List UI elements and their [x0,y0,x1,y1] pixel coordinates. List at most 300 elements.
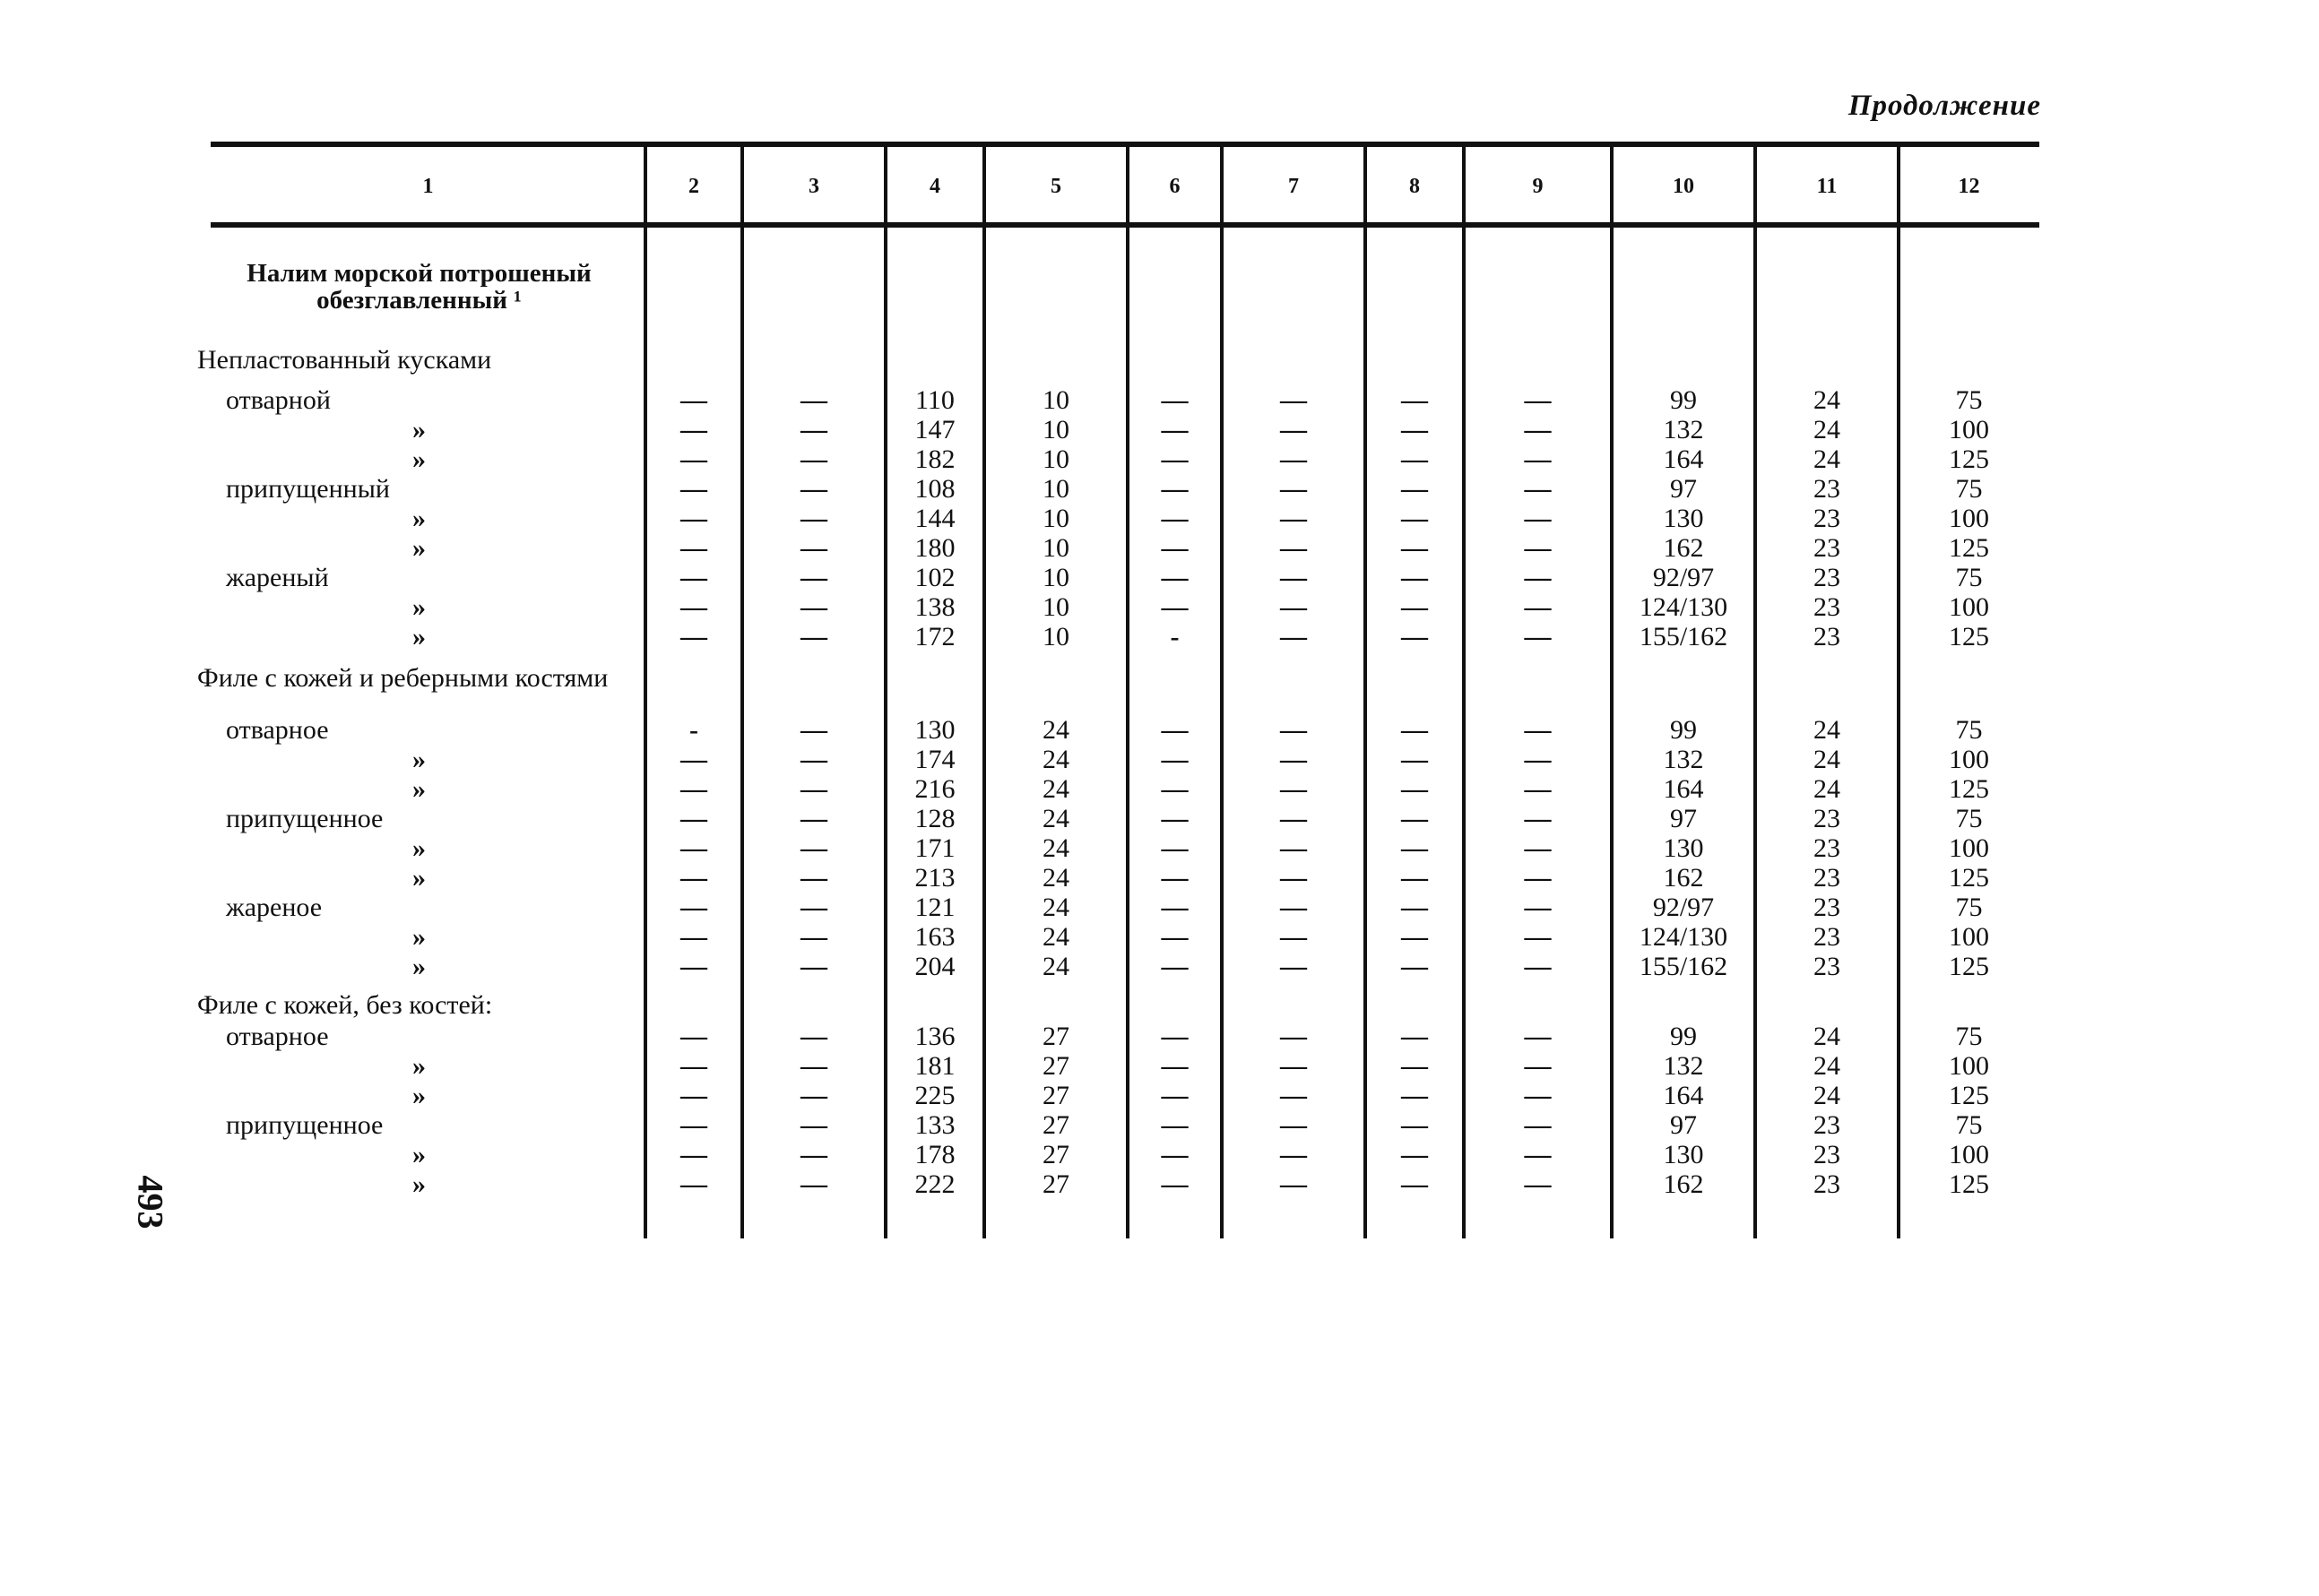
table-cell: 162 [1663,533,1704,563]
table-row [0,444,2319,474]
ditto-mark: » [412,1051,426,1081]
table-cell: 125 [1949,1169,1989,1199]
table-cell: 162 [1663,1169,1704,1199]
table-cell: 164 [1663,1081,1704,1110]
table-row [0,715,2319,745]
table-cell: — [1401,385,1428,415]
table-cell: 138 [914,592,956,622]
table-cell: 10 [1043,622,1069,651]
table-cell: 181 [914,1051,956,1081]
table-cell: 27 [1043,1140,1069,1169]
table-cell: — [1161,1081,1189,1110]
table-cell: — [680,833,707,863]
table-row [0,774,2319,804]
table-cell: — [1524,444,1552,474]
table-cell: 75 [1955,715,1983,745]
table-row [0,474,2319,504]
table-row [0,952,2319,981]
table-cell: 121 [914,893,956,922]
table-cell: 174 [914,745,956,774]
table-cell: 99 [1670,385,1697,415]
table-cell: 128 [914,804,956,833]
row-label: жареное [226,893,323,922]
table-row [0,833,2319,863]
table-cell: 23 [1813,1169,1840,1199]
table-cell: — [1280,385,1307,415]
table-cell: 24 [1043,893,1069,922]
table-cell: — [1524,863,1552,893]
table-cell: — [680,504,707,533]
table-cell: 23 [1813,504,1840,533]
table-cell: 130 [1663,833,1704,863]
column-header: 2 [688,175,699,198]
table-cell: 23 [1813,533,1840,563]
table-cell: 162 [1663,863,1704,893]
table-cell: 23 [1813,563,1840,592]
table-cell: — [1524,1081,1552,1110]
table-cell: 24 [1043,774,1069,804]
table-cell: 130 [1663,1140,1704,1169]
table-cell: - [1170,622,1180,651]
table-cell: 10 [1043,415,1069,444]
table-cell: — [1280,415,1307,444]
table-cell: — [1401,893,1428,922]
table-cell: — [800,444,827,474]
table-cell: 100 [1949,1051,1989,1081]
table-cell: 27 [1043,1110,1069,1140]
table-cell: 225 [914,1081,956,1110]
table-cell: 100 [1949,1140,1989,1169]
table-cell: — [1280,444,1307,474]
row-label: отварное [226,715,329,745]
table-cell: 147 [914,415,956,444]
table-cell: 24 [1043,833,1069,863]
table-cell: 23 [1813,922,1840,952]
table-cell: — [800,415,827,444]
continuation-label: Продолжение [1847,90,2041,122]
table-cell: 24 [1043,952,1069,981]
ditto-mark: » [412,863,426,893]
table-cell: — [1401,715,1428,745]
table-cell: 24 [1043,804,1069,833]
table-cell: 136 [914,1022,956,1051]
table-cell: — [1161,715,1189,745]
table-cell: — [680,1110,707,1140]
table-cell: 132 [1663,1051,1704,1081]
table-cell: 10 [1043,385,1069,415]
table-cell: — [1524,715,1552,745]
table-cell: 100 [1949,504,1989,533]
row-label: припущенный [226,474,390,504]
table-cell: — [680,1169,707,1199]
table-cell: — [1401,1022,1428,1051]
table-cell: — [800,745,827,774]
column-header: 5 [1051,175,1061,198]
row-label: припущенное [226,1110,384,1140]
table-cell: 130 [914,715,956,745]
table-cell: — [1280,922,1307,952]
table-cell: 24 [1813,774,1840,804]
table-cell: — [1401,952,1428,981]
table-row [0,893,2319,922]
table-cell: — [1280,1110,1307,1140]
table-cell: 75 [1955,893,1983,922]
table-row [0,1081,2319,1110]
table-cell: 172 [914,622,956,651]
table-cell: 204 [914,952,956,981]
table-cell: 132 [1663,745,1704,774]
table-cell: — [1280,504,1307,533]
table-cell: 10 [1043,533,1069,563]
ditto-mark: » [412,415,426,444]
table-cell: — [680,415,707,444]
table-cell: — [800,922,827,952]
table-cell: — [1401,1081,1428,1110]
table-cell: 155/162 [1639,952,1728,981]
table-cell: — [1401,804,1428,833]
table-cell: 124/130 [1639,592,1728,622]
table-cell: — [1280,804,1307,833]
column-header: 8 [1409,175,1420,198]
table-cell: — [1524,1169,1552,1199]
table-cell: — [1401,1110,1428,1140]
table-row [0,922,2319,952]
table-cell: 155/162 [1639,622,1728,651]
table-cell: — [800,533,827,563]
ditto-mark: » [412,592,426,622]
table-cell: — [1524,622,1552,651]
table-row [0,415,2319,444]
row-label: отварной [226,385,331,415]
table-cell: 24 [1813,385,1840,415]
table-cell: — [1161,533,1189,563]
table-cell: — [800,622,827,651]
table-cell: — [680,1022,707,1051]
table-cell: 24 [1813,444,1840,474]
table-cell: 24 [1813,415,1840,444]
table-cell: 24 [1813,1022,1840,1051]
table-cell: — [1401,444,1428,474]
table-cell: — [680,952,707,981]
table-cell: 27 [1043,1051,1069,1081]
column-header: 4 [930,175,940,198]
table-cell: 124/130 [1639,922,1728,952]
table-cell: — [800,504,827,533]
column-header: 6 [1169,175,1181,198]
table-cell: 75 [1955,1110,1983,1140]
table-cell: 24 [1043,863,1069,893]
table-cell: — [800,1169,827,1199]
table-cell: — [1161,952,1189,981]
table-cell: — [1161,385,1189,415]
table-row [0,533,2319,563]
table-cell: — [1401,863,1428,893]
ditto-mark: » [412,533,426,563]
ditto-mark: » [412,444,426,474]
table-cell: — [1524,833,1552,863]
table-cell: 99 [1670,715,1697,745]
table-cell: — [1524,592,1552,622]
column-header: 3 [809,175,819,198]
table-row [0,1169,2319,1199]
table-cell: 27 [1043,1081,1069,1110]
table-cell: 10 [1043,504,1069,533]
section-title: Филе с кожей и реберными костями [197,663,609,693]
table-cell: 27 [1043,1169,1069,1199]
table-cell: 97 [1670,1110,1697,1140]
table-cell: 23 [1813,592,1840,622]
table-cell: 10 [1043,592,1069,622]
column-header: 11 [1816,175,1838,198]
table-cell: 110 [915,385,955,415]
table-cell: — [1524,1051,1552,1081]
table-cell: — [1280,622,1307,651]
table-cell: — [680,1081,707,1110]
column-header: 10 [1673,175,1694,198]
table-cell: — [1280,533,1307,563]
table-row [0,592,2319,622]
table-cell: — [800,774,827,804]
table-cell: 130 [1663,504,1704,533]
table-cell: — [1401,415,1428,444]
table-cell: — [680,385,707,415]
section-title: Филе с кожей, без костей: [197,990,493,1020]
table-cell: — [1280,833,1307,863]
table-cell: 100 [1949,592,1989,622]
table-cell: — [1161,833,1189,863]
table-cell: — [1524,533,1552,563]
table-cell: 10 [1043,474,1069,504]
table-cell: 97 [1670,804,1697,833]
table-cell: — [680,774,707,804]
table-cell: — [1524,1022,1552,1051]
table-cell: 164 [1663,444,1704,474]
table-cell: — [1280,1140,1307,1169]
table-cell: — [1401,622,1428,651]
table-cell: — [1280,1022,1307,1051]
table-cell: — [1161,804,1189,833]
table-cell: 23 [1813,804,1840,833]
table-cell: 10 [1043,563,1069,592]
table-cell: — [800,474,827,504]
table-cell: 222 [914,1169,956,1199]
table-cell: — [800,1081,827,1110]
ditto-mark: » [412,952,426,981]
table-cell: — [1524,745,1552,774]
table-cell: 99 [1670,1022,1697,1051]
table-cell: 92/97 [1652,893,1715,922]
table-cell: — [1524,1110,1552,1140]
table-row [0,1022,2319,1051]
table-cell: — [1280,774,1307,804]
table-cell: 23 [1813,833,1840,863]
table-cell: 102 [914,563,956,592]
table-cell: 144 [914,504,956,533]
ditto-mark: » [412,833,426,863]
table-cell: 23 [1813,622,1840,651]
table-row [0,1051,2319,1081]
table-cell: 24 [1043,745,1069,774]
table-cell: — [1401,504,1428,533]
table-cell: — [1401,1140,1428,1169]
table-cell: 125 [1949,622,1989,651]
table-cell: — [680,893,707,922]
table-cell: — [800,952,827,981]
table-cell: — [1524,774,1552,804]
table-cell: — [1524,563,1552,592]
table-cell: 24 [1813,745,1840,774]
table-cell: — [1524,804,1552,833]
section-subtitle: Непластованный кусками [197,345,492,375]
table-cell: 108 [914,474,956,504]
table-top-rule [211,142,2039,147]
table-cell: — [800,1022,827,1051]
table-cell: — [1161,415,1189,444]
table-cell: 23 [1813,474,1840,504]
table-cell: — [680,745,707,774]
table-cell: 133 [914,1110,956,1140]
table-cell: — [1161,863,1189,893]
page-number: 493 [130,1175,171,1229]
table-cell: 125 [1949,444,1989,474]
table-cell: 23 [1813,1140,1840,1169]
table-cell: — [800,833,827,863]
table-cell: — [1161,592,1189,622]
table-cell: 23 [1813,1110,1840,1140]
table-cell: — [680,922,707,952]
table-cell: — [800,715,827,745]
table-cell: — [1524,1140,1552,1169]
ditto-mark: » [412,922,426,952]
table-cell: — [1524,474,1552,504]
table-cell: — [1280,1169,1307,1199]
table-row [0,504,2319,533]
table-cell: — [680,1051,707,1081]
table-cell: 125 [1949,952,1989,981]
table-cell: — [1524,504,1552,533]
table-cell: — [1401,833,1428,863]
row-label: отварное [226,1022,329,1051]
table-cell: — [1280,563,1307,592]
table-cell: — [680,444,707,474]
table-cell: 164 [1663,774,1704,804]
table-cell: — [680,474,707,504]
table-cell: — [1524,952,1552,981]
table-cell: 182 [914,444,956,474]
table-cell: — [1280,863,1307,893]
table-cell: 125 [1949,1081,1989,1110]
table-row [0,1110,2319,1140]
table-cell: 216 [914,774,956,804]
table-cell: — [1161,1140,1189,1169]
table-cell: — [1401,563,1428,592]
table-cell: — [1401,1169,1428,1199]
table-cell: — [1280,592,1307,622]
table-cell: — [680,1140,707,1169]
table-cell: — [1280,893,1307,922]
table-row [0,863,2319,893]
table-cell: — [800,385,827,415]
table-cell: — [1524,893,1552,922]
table-cell: — [680,533,707,563]
table-cell: 125 [1949,774,1989,804]
table-cell: — [1280,1081,1307,1110]
table-cell: — [680,804,707,833]
table-cell: — [1401,592,1428,622]
ditto-mark: » [412,774,426,804]
table-cell: — [1401,474,1428,504]
table-cell: 24 [1813,715,1840,745]
table-cell: 100 [1949,833,1989,863]
table-cell: 125 [1949,863,1989,893]
table-row [0,622,2319,651]
table-cell: — [1280,715,1307,745]
table-cell: 24 [1813,1051,1840,1081]
table-cell: 180 [914,533,956,563]
table-cell: 213 [914,863,956,893]
table-cell: 125 [1949,533,1989,563]
table-cell: 75 [1955,804,1983,833]
table-cell: — [1161,504,1189,533]
table-cell: — [1161,563,1189,592]
table-cell: 24 [1043,715,1069,745]
table-cell: — [680,563,707,592]
table-cell: 100 [1949,745,1989,774]
table-cell: — [680,592,707,622]
table-cell: — [1280,1051,1307,1081]
table-cell: 23 [1813,863,1840,893]
table-row [0,1140,2319,1169]
table-cell: — [1524,415,1552,444]
table-cell: 97 [1670,474,1697,504]
table-cell: 75 [1955,563,1983,592]
row-label: жареный [226,563,329,592]
table-cell: — [1161,444,1189,474]
table-cell: 10 [1043,444,1069,474]
table-cell: — [800,1051,827,1081]
table-cell: 163 [914,922,956,952]
table-cell: — [680,622,707,651]
table-cell: 27 [1043,1022,1069,1051]
table-cell: 75 [1955,474,1983,504]
table-cell: 100 [1949,922,1989,952]
table-cell: — [1161,922,1189,952]
row-label: припущенное [226,804,384,833]
table-cell: — [1161,1110,1189,1140]
table-cell: — [1401,1051,1428,1081]
table-cell: — [1161,893,1189,922]
table-cell: — [800,563,827,592]
column-header: 7 [1288,175,1299,198]
table-cell: — [1161,474,1189,504]
table-cell: 24 [1813,1081,1840,1110]
table-cell: — [1161,1051,1189,1081]
table-cell: — [680,863,707,893]
table-row [0,804,2319,833]
table-cell: — [1524,385,1552,415]
table-cell: 23 [1813,952,1840,981]
table-cell: — [1401,774,1428,804]
ditto-mark: » [412,745,426,774]
table-cell: 100 [1949,415,1989,444]
table-cell: 23 [1813,893,1840,922]
table-cell: 75 [1955,385,1983,415]
ditto-mark: » [412,504,426,533]
table-row [0,745,2319,774]
table-header-rule [211,222,2039,228]
table-cell: — [800,804,827,833]
table-cell: 178 [914,1140,956,1169]
